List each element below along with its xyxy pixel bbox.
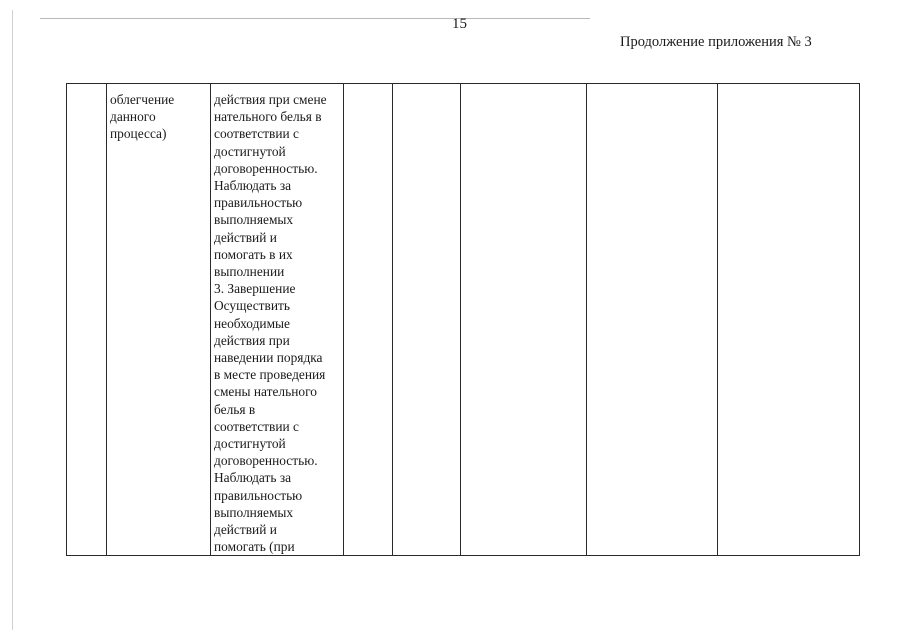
- table-cell: [587, 84, 718, 556]
- table-cell: облегчение данного процесса): [107, 84, 211, 556]
- table-cell: [461, 84, 587, 556]
- table-cell: [718, 84, 860, 556]
- table-cell: [393, 84, 461, 556]
- scan-border-top: [40, 18, 590, 19]
- scan-border-left: [12, 10, 13, 630]
- table-cell: [344, 84, 393, 556]
- appendix-continuation-note: Продолжение приложения № 3: [620, 34, 812, 50]
- table-cell: действия при смене нательного белья в соответствии с достигнутой договоренностью. Наблюдать за правильностью выполняемых действий и помогать в их выполнении 3. Завершение Осуществить необходимые действия при наведении порядка в месте проведения смены нательного белья в соответствии с достигнутой договоренностью. Наблюдать за правильностью выполняемых действий и помогать (при: [211, 84, 344, 556]
- document-table: [66, 83, 860, 556]
- table-row: [67, 84, 860, 556]
- page-number: 15: [452, 16, 467, 32]
- table-cell: [67, 84, 107, 556]
